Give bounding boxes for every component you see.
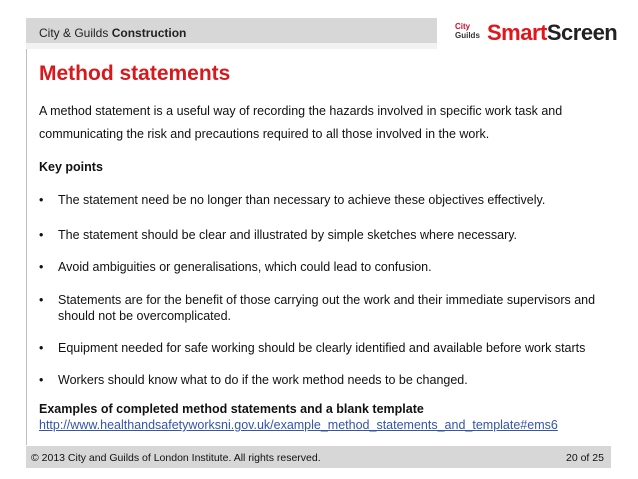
bullet-icon: • bbox=[39, 293, 44, 307]
bullet-icon: • bbox=[39, 228, 44, 242]
brand-prefix: City & Guilds bbox=[39, 26, 109, 40]
logo-city: City bbox=[455, 22, 471, 31]
bullet-icon: • bbox=[39, 193, 44, 207]
city-guilds-logo bbox=[455, 22, 485, 44]
brand-bold: Construction bbox=[111, 26, 187, 40]
copyright-text: © 2013 City and Guilds of London Institute. All rights reserved. bbox=[31, 452, 321, 464]
examples-heading: Examples of completed method statements and a blank template bbox=[39, 402, 424, 416]
brand-label bbox=[39, 26, 186, 40]
logo-guilds: Guilds bbox=[455, 31, 480, 40]
left-rule bbox=[26, 49, 27, 445]
bullet-text: Avoid ambiguities or generalisations, which could lead to confusion. bbox=[58, 260, 432, 274]
bullet-text: The statement should be clear and illustrated by simple sketches where necessary. bbox=[58, 228, 518, 242]
bullet-text: Workers should know what to do if the work method needs to be changed. bbox=[58, 373, 468, 387]
smartscreen-logo bbox=[455, 20, 618, 48]
intro-paragraph: A method statement is a useful way of recording the hazards involved in specific work task and communicating the risk and precautions required to all those involved in the work. bbox=[39, 104, 563, 141]
bullet-icon: • bbox=[39, 373, 44, 387]
bullet-icon: • bbox=[39, 260, 44, 274]
bullet-icon: • bbox=[39, 341, 44, 355]
page-title: Method statements bbox=[39, 62, 231, 85]
bullet-text: The statement need be no longer than necessary to achieve these objectives effectively. bbox=[58, 193, 546, 207]
key-points-heading: Key points bbox=[39, 160, 103, 174]
smartscreen-wordmark bbox=[487, 20, 617, 46]
bullet-text: Statements are for the benefit of those carrying out the work and their immediate supervisors and should not be overcomplicated. bbox=[58, 293, 596, 323]
examples-link[interactable]: http://www.healthandsafetyworksni.gov.uk/example_method_statements_and_template#ems6 bbox=[39, 418, 558, 432]
page-number: 20 of 25 bbox=[566, 452, 604, 464]
logo-screen: Screen bbox=[546, 20, 618, 45]
header-divider bbox=[26, 43, 437, 49]
bullet-text: Equipment needed for safe working should be clearly identified and available before work starts bbox=[58, 341, 586, 355]
logo-smart: Smart bbox=[487, 20, 547, 45]
